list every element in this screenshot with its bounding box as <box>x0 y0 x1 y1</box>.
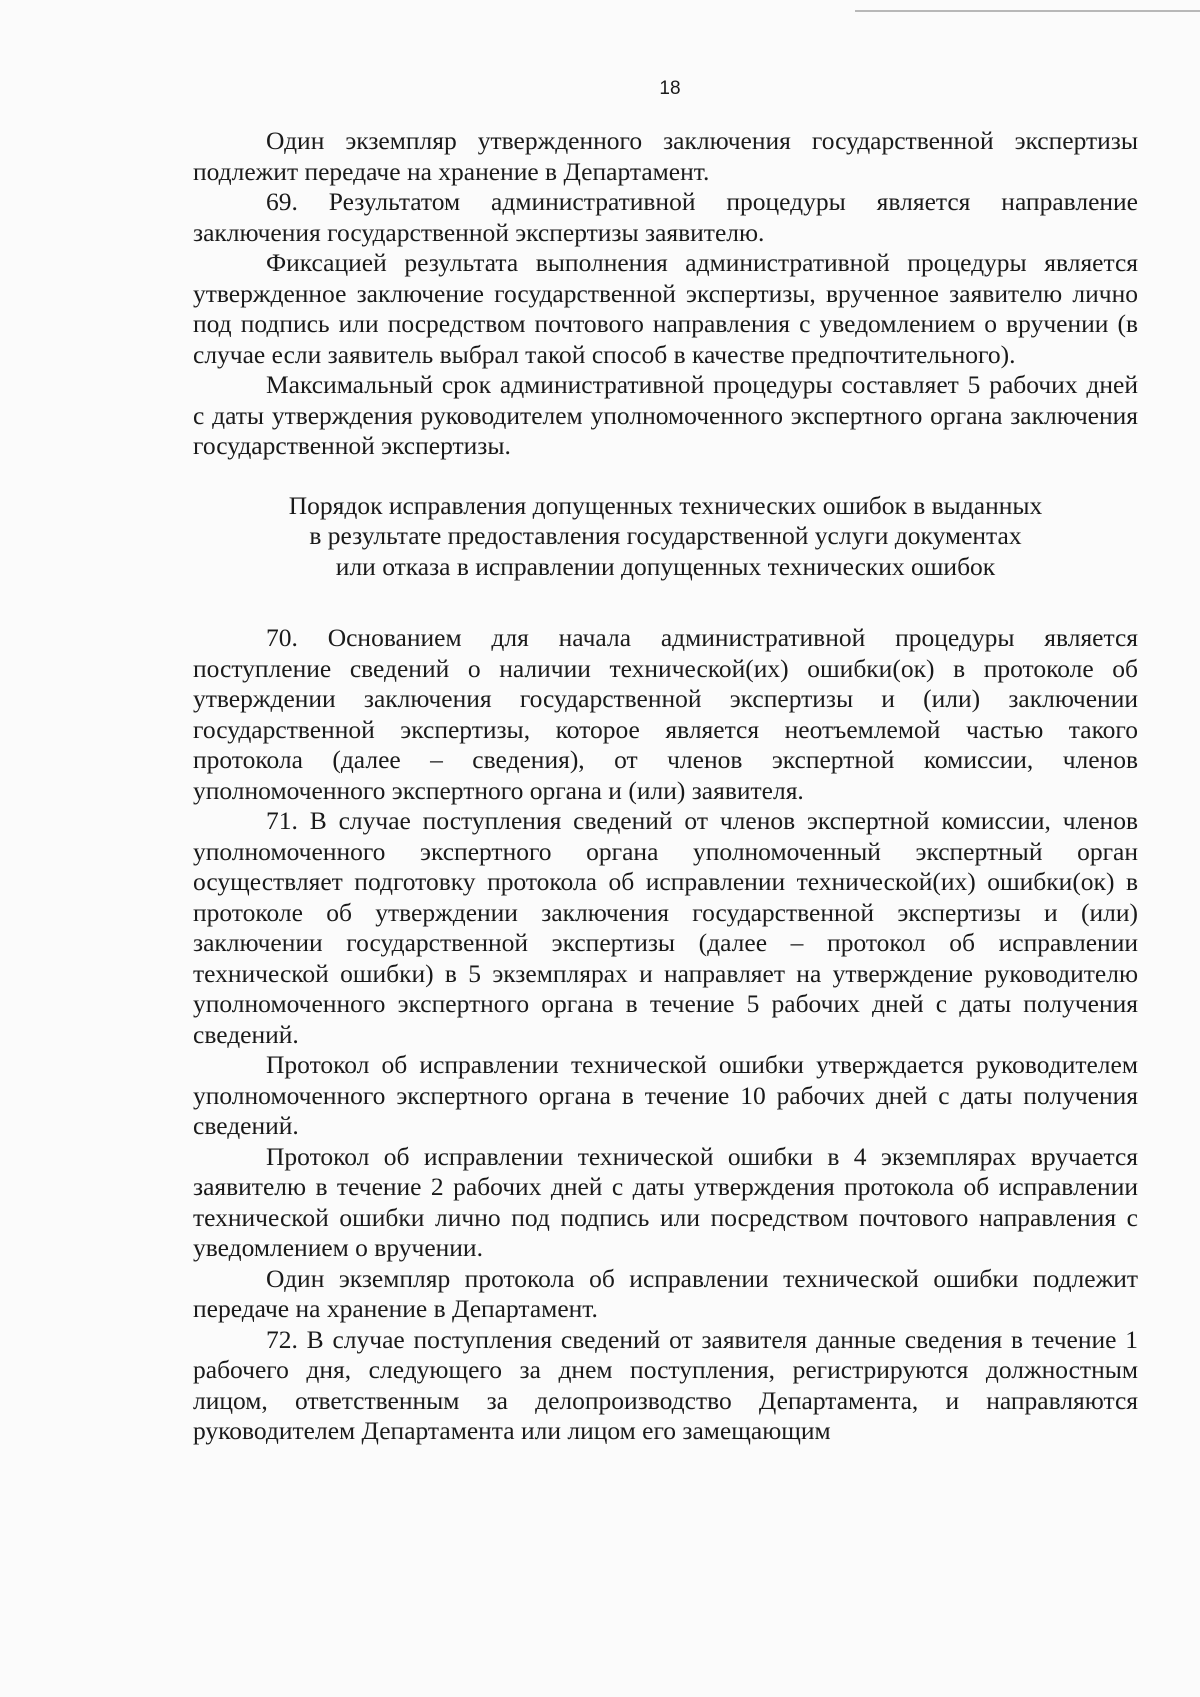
paragraph: 70. Основанием для начала административной процедуры является поступление сведений о наличии технической(их) ошибки(ок) в протоколе об утверждении заключения государственной экспертизы и (или) заключении государственной экспертизы, которое является неотъемлемой частью такого протокола (далее – сведения), от членов экспертной комиссии, членов уполномоченного экспертного органа и (или) заявителя. <box>193 623 1138 805</box>
page-number: 18 <box>659 78 681 99</box>
paragraph: 72. В случае поступления сведений от заявителя данные сведения в течение 1 рабочего дня, следующего за днем поступления, регистрируются должностным лицом, ответственным за делопроизводство Департамента, и направляются руководителем Департамента или лицом его замещающим <box>193 1324 1138 1445</box>
heading-line: Порядок исправления допущенных технических ошибок в выданных <box>288 490 1043 520</box>
heading-line: или отказа в исправлении допущенных технических ошибок <box>335 551 996 581</box>
paragraph: Фиксацией результата выполнения административной процедуры является утвержденное заключение государственной экспертизы, врученное заявителю лично под подпись или посредством почтового направления с уведомлением о вручении (в случае если заявитель выбрал такой способ в качестве предпочтительного). <box>193 248 1138 369</box>
paragraph: Протокол об исправлении технической ошибки в 4 экземплярах вручается заявителю в течение 2 рабочих дней с даты утверждения протокола об исправлении технической ошибки лично под подпись или посредством почтового направления с уведомлением о вручении. <box>193 1141 1138 1262</box>
paragraph: 69. Результатом административной процедуры является направление заключения государственной экспертизы заявителю. <box>193 187 1138 247</box>
paragraph: 71. В случае поступления сведений от членов экспертной комиссии, членов уполномоченного экспертного органа уполномоченный экспертный орган осуществляет подготовку протокола об исправлении технической(их) ошибки(ок) в протоколе об утверждении заключения государственной экспертизы и (или) заключении государственной экспертизы (далее – протокол об исправлении технической ошибки) в 5 экземплярах и направляет на утверждение руководителю уполномоченного экспертного органа в течение 5 рабочих дней с даты получения сведений. <box>193 806 1138 1049</box>
heading-line: в результате предоставления государственной услуги документах <box>309 521 1022 550</box>
paragraph: Один экземпляр утвержденного заключения государственной экспертизы подлежит передаче на хранение в Департамент. <box>193 126 1138 186</box>
paragraph: Максимальный срок административной процедуры составляет 5 рабочих дней с даты утверждения руководителем уполномоченного экспертного органа заключения государственной экспертизы. <box>193 370 1138 460</box>
paragraph: Один экземпляр протокола об исправлении технической ошибки подлежит передаче на хранение в Департамент. <box>193 1263 1138 1323</box>
section-heading <box>193 491 1138 583</box>
paragraph: Протокол об исправлении технической ошибки утверждается руководителем уполномоченного экспертного органа в течение 10 рабочих дней с даты получения сведений. <box>193 1050 1138 1140</box>
scan-edge-line <box>855 10 1200 12</box>
document-body <box>193 126 1138 1447</box>
